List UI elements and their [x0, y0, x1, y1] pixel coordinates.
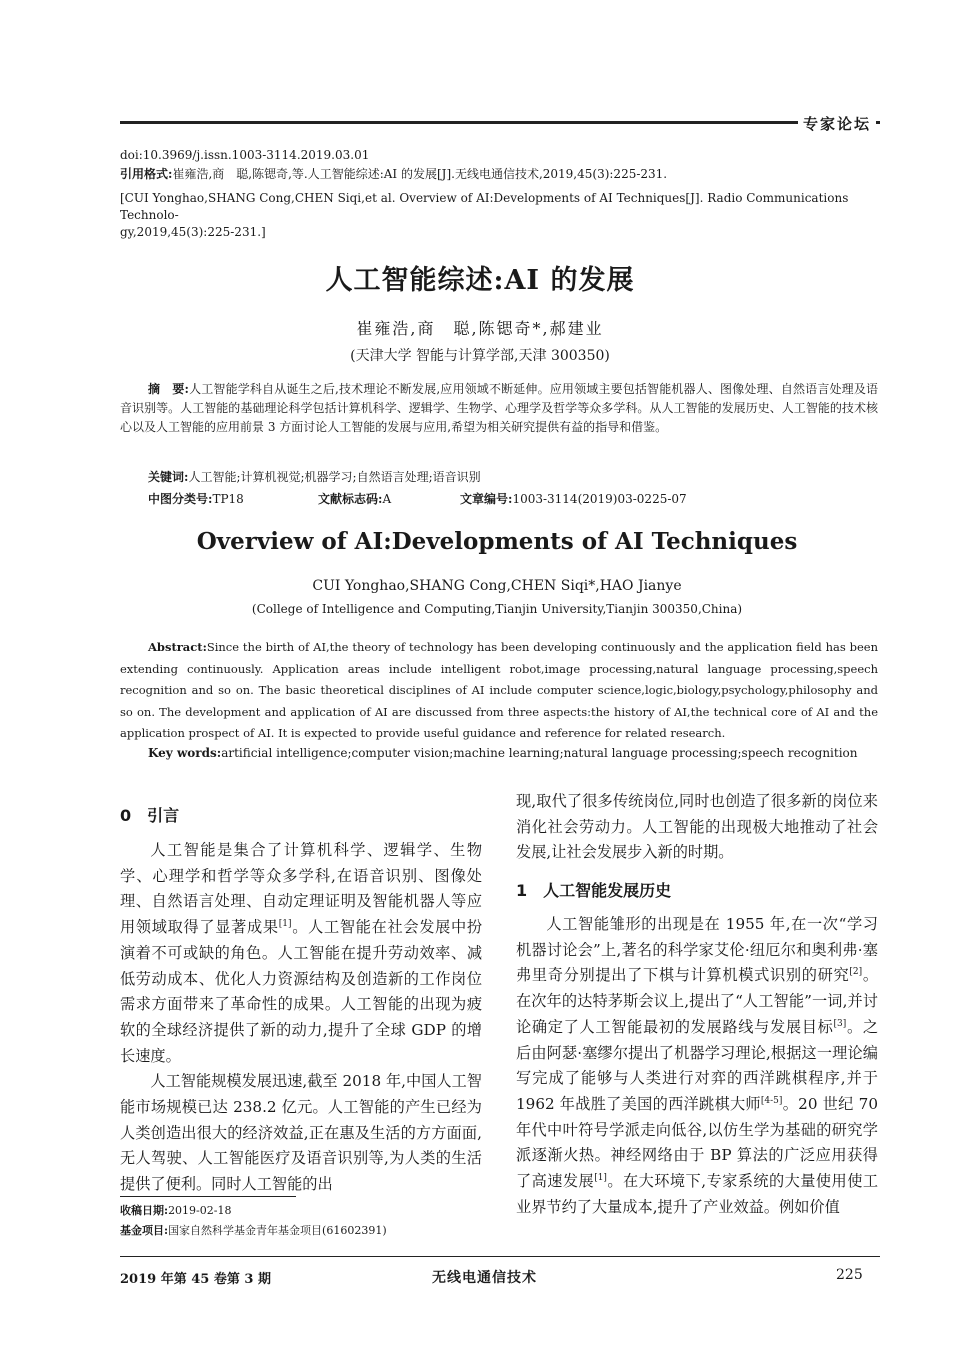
citation-ref: [2] [849, 967, 863, 978]
history-text-3: 。之后由阿瑟·塞缪尔提出了机器学习理论,根据这一理论编写完成了能够与人类进行对弈的西洋跳棋程序,并于 1962 年战胜了美国的西洋跳棋大师 [516, 1017, 878, 1113]
history-text-1: 人工智能雏形的出现是在 1955 年,在一次“学习机器讨论会”上,著名的科学家艾伦·纽厄尔和奥利弗·塞弗里奇分别提出了下棋与计算机模式识别的研究 [516, 915, 878, 985]
citation-cn [120, 166, 878, 183]
abstract-en-label: Abstract: [148, 640, 207, 654]
citation-ref: [1] [278, 919, 292, 930]
footer-rule [120, 1256, 880, 1257]
received-value: 2019-02-18 [168, 1204, 232, 1217]
intro-p1-text-b: 。人工智能在社会发展中扮演着不可或缺的角色。人工智能在提升劳动效率、减低劳动成本、优化人力资源结构及创造新的工作岗位需求方面带来了革命性的成果。人工智能的出现为疲软的全球经济提供了新的动力,提升了全球 GDP 的增长速度。 [120, 918, 482, 1065]
keywords-en [148, 746, 858, 760]
keywords-en-text: artificial intelligence;computer vision;machine learning;natural language processing;speech recognition [221, 746, 858, 760]
title-en: Overview of AI:Developments of AI Techniques [196, 528, 798, 555]
clc-label: 中图分类号: [148, 492, 213, 506]
keywords-cn-label: 关键词: [148, 470, 189, 484]
citation-ref: [3] [833, 1018, 847, 1029]
title-cn: 人工智能综述:AI 的发展 [325, 265, 635, 296]
authors-cn: 崔雍浩,商 聪,陈锶奇*,郝建业 [356, 319, 604, 338]
fund-value: 国家自然科学基金青年基金项目(61602391) [168, 1224, 387, 1237]
intro-paragraph-1 [120, 838, 482, 1069]
keywords-cn [148, 468, 481, 485]
right-column-top [516, 789, 878, 866]
history-paragraph [516, 912, 878, 1220]
received-date [120, 1202, 231, 1218]
history-text-5: 。在大环境下,专家系统的大量使用使工业界节约了大量成本,提升了产业效益。例如价值 [516, 1172, 879, 1216]
intro-paragraph-2-continued: 现,取代了很多传统岗位,同时也创造了很多新的岗位来消化社会劳动力。人工智能的出现极大地推动了社会发展,让社会发展步入新的时期。 [516, 792, 878, 862]
received-label: 收稿日期: [120, 1204, 169, 1217]
affiliation-en: (College of Intelligence and Computing,Tianjin University,Tianjin 300350,China) [251, 602, 743, 616]
keywords-cn-text: 人工智能;计算机视觉;机器学习;自然语言处理;语音识别 [188, 470, 481, 484]
citation-ref: [1] [594, 1173, 607, 1184]
citation-en-line2: gy,2019,45(3):225-231.] [120, 225, 266, 239]
affiliation-cn: (天津大学 智能与计算学部,天津 300350) [350, 348, 610, 364]
doc-value: A [382, 492, 392, 506]
abstract-cn [120, 380, 878, 437]
journal-name: 无线电通信技术 [432, 1270, 537, 1286]
citation-en-line1: [CUI Yonghao,SHANG Cong,CHEN Siqi,et al. Overview of AI:Developments of AI Techniques[J]. Radio Communications Technolo- [120, 191, 849, 222]
page-number: 225 [836, 1267, 863, 1283]
header-rule [120, 121, 798, 124]
section-1-heading: 1 人工智能发展历史 [516, 881, 672, 900]
citation-ref: [4-5] [760, 1095, 783, 1106]
article-label: 文章编号: [460, 492, 513, 506]
citation-label: 引用格式: [120, 167, 173, 181]
footnote-rule [120, 1196, 296, 1197]
article-value: 1003-3114(2019)03-0225-07 [512, 492, 687, 506]
history-text-4: 。20 世纪 70 年代中叶符号学派走向低谷,以仿生学为基础的研究学派逐渐火热。神经网络由于 BP 算法的广泛应用获得了高速发展 [516, 1094, 878, 1191]
column-tag: 专家论坛 [803, 115, 872, 133]
abstract-cn-text: 人工智能学科自从诞生之后,技术理论不断发展,应用领域不断延伸。应用领域主要包括智能机器人、图像处理、自然语言处理及语音识别等。人工智能的基础理论科学包括计算机科学、逻辑学、生物学、心理学及哲学等众多学科。从人工智能的发展历史、人工智能的技术核心以及人工智能的应用前景 3 方面讨论人工智能的发展与应用,希望为相关研究提供有益的指导和借鉴。 [120, 382, 878, 434]
citation-en [120, 190, 878, 241]
intro-paragraph-2: 人工智能规模发展迅速,截至 2018 年,中国人工智能市场规模已达 238.2 亿元。人工智能的产生已经为人类创造出很大的经济效益,正在惠及生活的方方面面,无人驾驶、人工智能医疗及语音识别等,为人类的生活提供了便利。同时人工智能的出 [120, 1072, 482, 1194]
doc-code [318, 490, 391, 507]
abstract-cn-label: 摘 要: [148, 382, 189, 396]
clc-number [148, 490, 244, 507]
doi: doi:10.3969/j.issn.1003-3114.2019.03.01 [120, 148, 370, 162]
abstract-en [120, 637, 878, 745]
section-0-heading: 0 引言 [120, 806, 180, 825]
header-rule-right [876, 121, 880, 124]
history-text-2: 。在次年的达特茅斯会议上,提出了“人工智能”一词,并讨论确定了人工智能最初的发展路线与发展目标 [516, 966, 878, 1036]
authors-en: CUI Yonghao,SHANG Cong,CHEN Siqi*,HAO Jianye [312, 578, 682, 594]
clc-value: TP18 [212, 492, 244, 506]
fund-project [120, 1222, 387, 1238]
keywords-en-label: Key words: [148, 746, 222, 760]
intro-p1-text-a: 人工智能是集合了计算机科学、逻辑学、生物学、心理学和哲学等众多学科,在语音识别、图像处理、自然语言处理、自动定理证明及智能机器人等应用领域取得了显著成果 [120, 841, 482, 937]
issue-info: 2019 年第 45 卷第 3 期 [120, 1272, 271, 1287]
fund-label: 基金项目: [120, 1224, 169, 1237]
left-column [120, 838, 482, 1198]
abstract-en-text: Since the birth of AI,the theory of technology has been developing continuously and the application field has been extending continuously. Application areas include intelligent robot,image processing,natural language processing,speech recognition and so on. The basic theoretical disciplines of AI include computer science,logic,biology,psychology,philosophy and so on. The development and application of AI are discussed from three aspects:the history of AI,the technical core of AI and the application prospect of AI. It is expected to provide useful guidance and reference for related research. [120, 640, 878, 741]
article-number [460, 490, 687, 507]
right-column [516, 912, 878, 1220]
doc-label: 文献标志码: [318, 492, 383, 506]
citation-cn-text: 崔雍浩,商 聪,陈锶奇,等.人工智能综述:AI 的发展[J].无线电通信技术,2019,45(3):225-231. [172, 167, 668, 181]
